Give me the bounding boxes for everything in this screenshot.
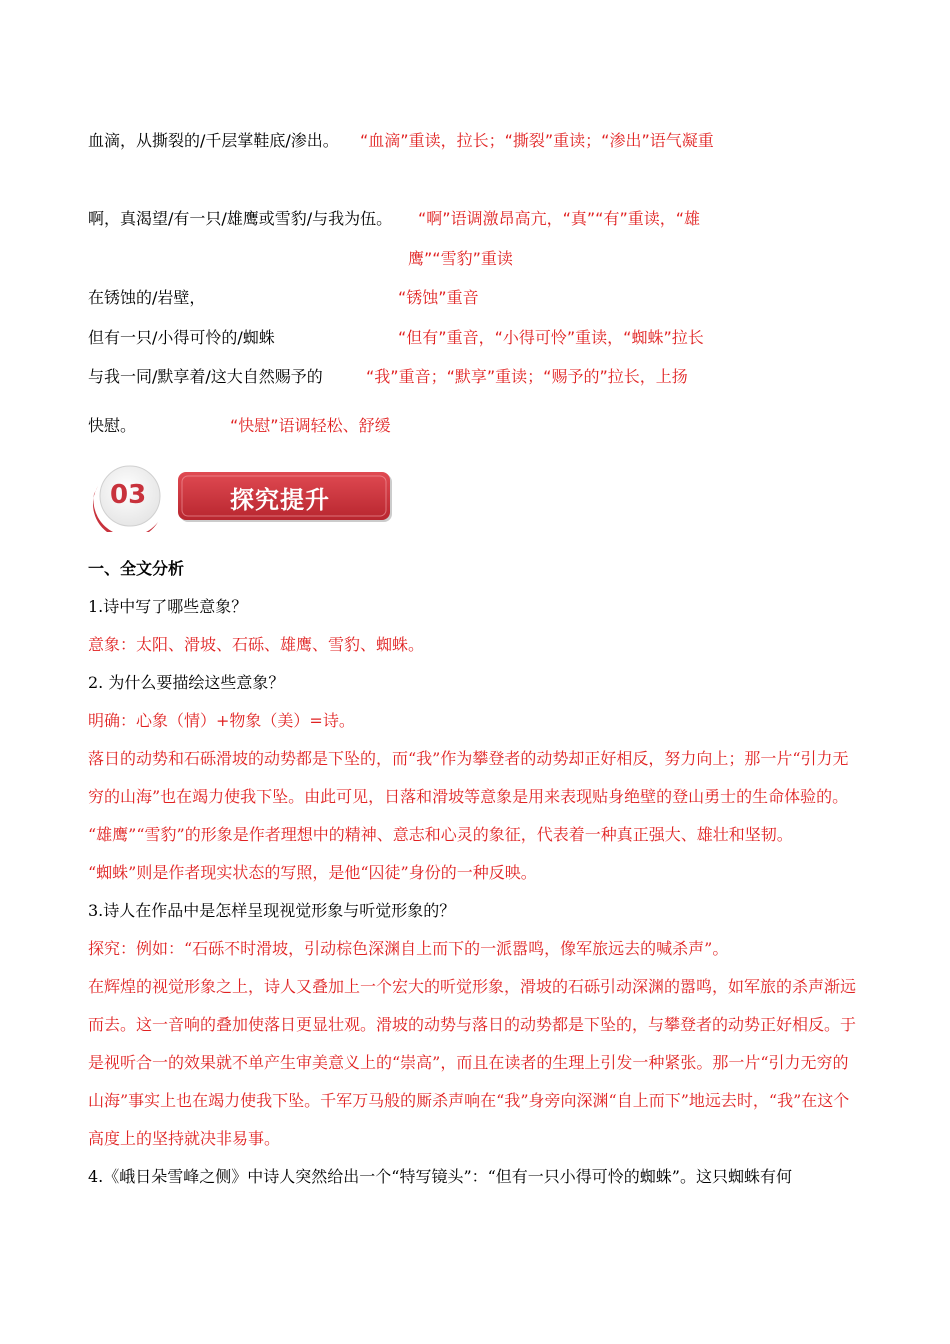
poem-line-1: 血滴，从撕裂的/千层掌鞋底/渗出。 (88, 131, 339, 150)
section-banner (88, 462, 398, 532)
poem-line-5: 与我一同/默享着/这大自然赐予的 (88, 367, 323, 386)
answer-2-para-1: 落日的动势和石砾滑坡的动势都是下坠的，而“我”作为攀登者的动势却正好相反，努力向上；那一片“引力无穷的山海”也在竭力使我下坠。由此可见，日落和滑坡等意象是用来表现贴身绝壁的登山勇士的生命体验的。 (88, 749, 849, 806)
answer-2-para-3: “蜘蛛”则是作者现实状态的写照，是他“囚徒”身份的一种反映。 (88, 863, 537, 882)
banner-number: 03 (110, 480, 147, 510)
poem-line-4: 但有一只/小得可怜的/蜘蛛 (88, 328, 275, 347)
poem-line-2: 啊，真渴望/有一只/雄鹰或雪豹/与我为伍。 (88, 209, 393, 228)
reading-note-4: “但有”重音，“小得可怜”重读，“蜘蛛”拉长 (398, 328, 704, 347)
analysis-body (88, 588, 860, 1196)
answer-2-para-2: “雄鹰”“雪豹”的形象是作者理想中的精神、意志和心灵的象征，代表着一种真正强大、雄壮和坚韧。 (88, 825, 793, 844)
section-heading: 一、全文分析 (88, 559, 185, 578)
reading-note-6: “快慰”语调轻松、舒缓 (230, 416, 391, 435)
reading-note-2-cont: 鹰”“雪豹”重读 (408, 249, 513, 268)
banner-title: 探究提升 (230, 486, 330, 514)
question-1: 1.诗中写了哪些意象？ (88, 597, 248, 616)
reading-note-3: “锈蚀”重音 (398, 288, 479, 307)
answer-2-intro: 明确：心象（情）+物象（美）=诗。 (88, 711, 355, 730)
poem-line-3: 在锈蚀的/岩壁， (88, 288, 206, 307)
answer-3-example: 探究：例如：“石砾不时滑坡，引动棕色深渊自上而下的一派嚣鸣，像军旅远去的喊杀声”。 (88, 939, 729, 958)
reading-note-2: “啊”语调激昂高亢，“真”“有”重读，“雄 (418, 209, 701, 228)
question-4: 4.《峨日朵雪峰之侧》中诗人突然给出一个“特写镜头”：“但有一只小得可怜的蜘蛛”。这只蜘蛛有何 (88, 1167, 792, 1186)
poem-line-6: 快慰。 (88, 416, 137, 435)
question-2: 2. 为什么要描绘这些意象？ (88, 673, 285, 692)
answer-1: 意象：太阳、滑坡、石砾、雄鹰、雪豹、蜘蛛。 (88, 635, 425, 654)
reading-note-5: “我”重音；“默享”重读；“赐予的”拉长，上扬 (366, 367, 688, 386)
question-3: 3.诗人在作品中是怎样呈现视觉形象与听觉形象的？ (88, 901, 456, 920)
answer-3-para: 在辉煌的视觉形象之上，诗人又叠加上一个宏大的听觉形象，滑坡的石砾引动深渊的嚣鸣，如军旅的杀声渐远而去。这一音响的叠加使落日更显壮观。滑坡的动势与落日的动势都是下坠的，与攀登者的动势正好相反。于是视听合一的效果就不单产生审美意义上的“崇高”，而且在读者的生理上引发一种紧张。那一片“引力无穷的山海”事实上也在竭力使我下坠。千军万马般的厮杀声响在“我”身旁向深渊“自上而下”地远去时，“我”在这个高度上的坚持就决非易事。 (88, 977, 857, 1148)
reading-note-1: “血滴”重读，拉长；“撕裂”重读；“渗出”语气凝重 (360, 131, 714, 150)
